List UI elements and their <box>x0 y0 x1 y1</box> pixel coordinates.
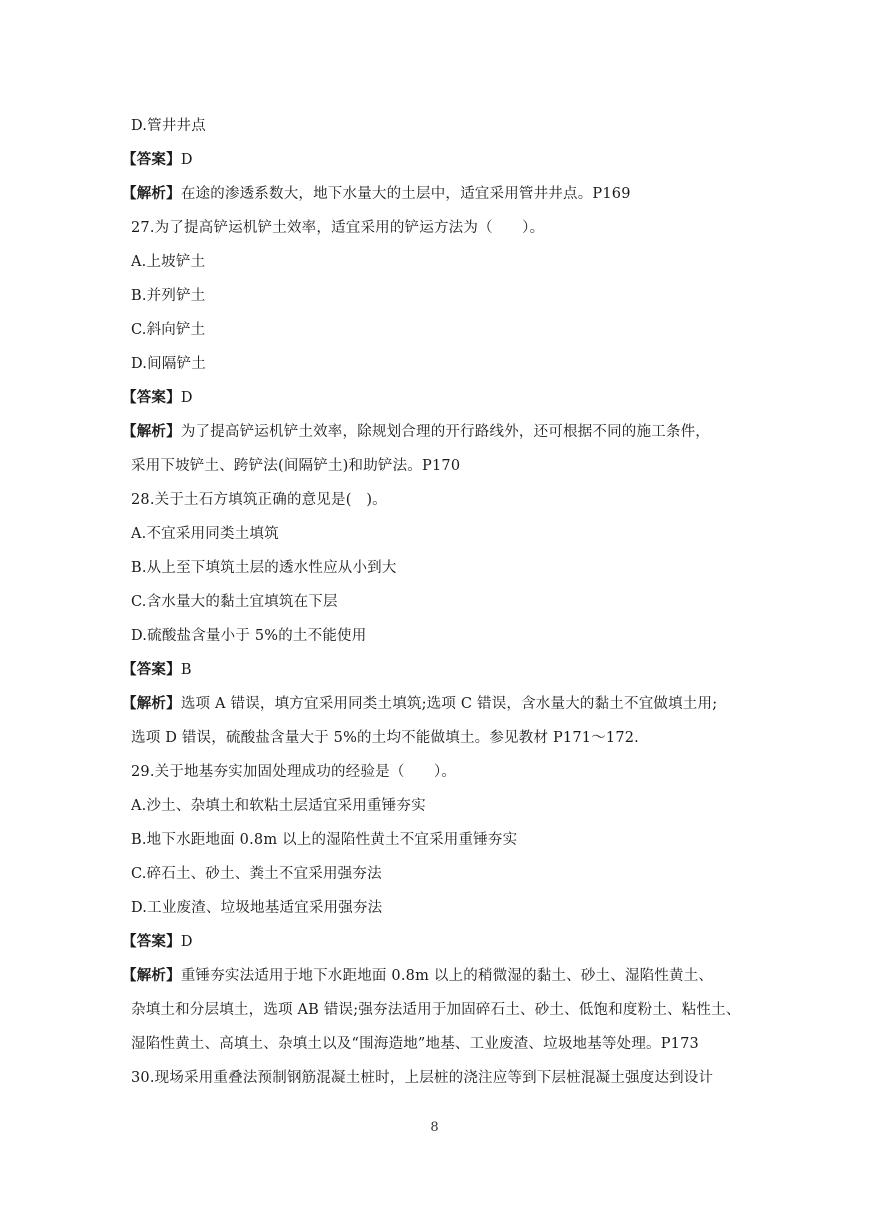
analysis-tag: 【解析】 <box>122 185 181 202</box>
analysis-tag: 【解析】 <box>122 967 181 984</box>
q28-option-b: B.从上至下填筑土层的透水性应从小到大 <box>131 560 397 576</box>
q29-answer <box>122 925 747 959</box>
q28-analysis <box>122 687 747 721</box>
q26-analysis <box>122 177 747 211</box>
q28-answer <box>122 653 747 687</box>
q27-option-b: B.并列铲土 <box>131 288 206 304</box>
q27-option-a: A.上坡铲土 <box>131 254 206 270</box>
q29-option-d: D.工业废渣、垃圾地基适宜采用强夯法 <box>131 900 383 916</box>
q27-option-d: D.间隔铲土 <box>131 356 206 372</box>
q26-answer <box>122 143 747 177</box>
answer-tag: 【答案】 <box>122 151 181 168</box>
q29-option-b: B.地下水距地面 0.8m 以上的湿陷性黄土不宜采用重锤夯实 <box>131 832 518 848</box>
analysis-text: 重锤夯实法适用于地下水距地面 0.8m 以上的稍微湿的黏土、砂土、湿陷性黄土、 <box>180 968 714 984</box>
q27-option-c: C.斜向铲土 <box>131 322 206 338</box>
q28-analysis-continued: 选项 D 错误，硫酸盐含量大于 5%的土均不能做填土。参见教材 P171～172. <box>131 730 639 746</box>
q29-analysis-continued-1: 杂填土和分层填土，选项 AB 错误;强夯法适用于加固碎石土、砂土、低饱和度粉土、粘性土、 <box>131 1002 741 1018</box>
analysis-tag: 【解析】 <box>122 695 181 712</box>
q27-answer <box>122 381 747 415</box>
answer-tag: 【答案】 <box>122 933 181 950</box>
analysis-text: 为了提高铲运机铲土效率，除规划合理的开行路线外，还可根据不同的施工条件， <box>180 424 711 440</box>
q28-option-a: A.不宜采用同类土填筑 <box>131 526 279 542</box>
answer-value: D <box>180 390 193 406</box>
q29-option-a: A.沙土、杂填土和软粘土层适宜采用重锤夯实 <box>131 798 426 814</box>
q27-stem: 27.为了提高铲运机铲土效率，适宜采用的铲运方法为（ ）。 <box>131 220 545 236</box>
analysis-text: 选项 A 错误，填方宜采用同类土填筑;选项 C 错误，含水量大的黏土不宜做填土用; <box>180 696 718 712</box>
answer-tag: 【答案】 <box>122 661 181 678</box>
page-number: 8 <box>430 1120 439 1135</box>
q29-stem: 29.关于地基夯实加固处理成功的经验是（ ）。 <box>131 764 457 780</box>
page-content <box>122 109 747 1095</box>
analysis-tag: 【解析】 <box>122 423 181 440</box>
q30-stem: 30.现场采用重叠法预制钢筋混凝土桩时，上层桩的浇注应等到下层桩混凝土强度达到设计 <box>131 1070 714 1086</box>
q28-option-c: C.含水量大的黏土宜填筑在下层 <box>131 594 338 610</box>
q29-analysis <box>122 959 747 993</box>
answer-value: B <box>180 662 192 678</box>
q26-option-d: D.管井井点 <box>131 118 206 134</box>
q27-analysis <box>122 415 747 449</box>
answer-value: D <box>180 152 193 168</box>
q28-option-d: D.硫酸盐含量小于 5%的土不能使用 <box>131 628 367 644</box>
q29-option-c: C.碎石土、砂土、粪土不宜采用强夯法 <box>131 866 382 882</box>
analysis-text: 在途的渗透系数大，地下水量大的土层中，适宜采用管井井点。P169 <box>180 186 631 202</box>
answer-tag: 【答案】 <box>122 389 181 406</box>
q27-analysis-continued: 采用下坡铲土、跨铲法(间隔铲土)和助铲法。P170 <box>131 458 461 474</box>
answer-value: D <box>180 934 193 950</box>
q28-stem: 28.关于土石方填筑正确的意见是( )。 <box>131 492 387 508</box>
q29-analysis-continued-2: 湿陷性黄土、高填土、杂填土以及“围海造地”地基、工业废渣、垃圾地基等处理。P173 <box>131 1036 699 1052</box>
